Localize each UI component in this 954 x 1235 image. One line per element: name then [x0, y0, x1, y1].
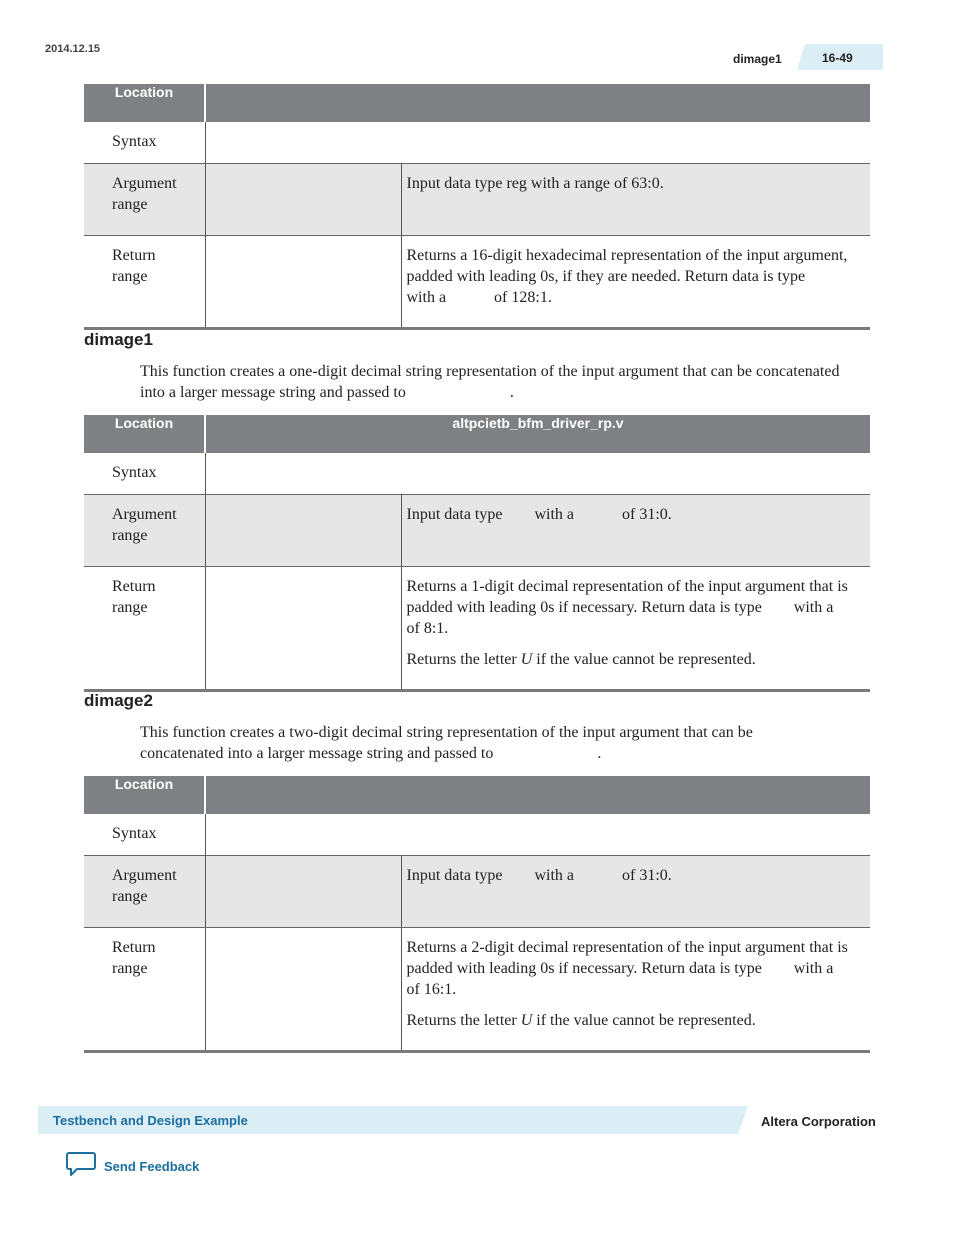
return-range-label: Return range — [84, 567, 205, 691]
send-feedback-label: Send Feedback — [104, 1158, 200, 1174]
speech-bubble-icon — [66, 1151, 96, 1181]
syntax-value — [205, 122, 870, 164]
argument-name-cell — [205, 164, 401, 236]
syntax-label: Syntax — [84, 122, 205, 164]
argument-range-label: Argument range — [84, 495, 205, 567]
send-feedback-link[interactable] — [66, 1151, 199, 1181]
return-description: Returns a 16-digit hexadecimal representation of the input argument, padded with leading 0s, if they are needed. Return data is type with a of 128:1. — [406, 247, 852, 306]
section-body-dimage2: This function creates a two-digit decimal string representation of the input argument that can be concatenated into a larger message string and passed to . — [140, 724, 757, 762]
location-header-label: Location — [84, 415, 205, 453]
return-range-label: Return range — [84, 928, 205, 1052]
syntax-label: Syntax — [84, 814, 205, 856]
section-body-dimage1: This function creates a one-digit decimal string representation of the input argument that can be concatenated into a larger message string and passed to . — [140, 363, 844, 401]
syntax-value — [205, 453, 870, 495]
location-header-value — [205, 776, 870, 814]
return-name-cell — [205, 567, 401, 691]
return-range-label: Return range — [84, 236, 205, 329]
argument-description: Input data type reg with a range of 63:0. — [401, 164, 870, 236]
reference-table-dimage1 — [84, 415, 882, 692]
return-note: Returns the letter U if the value cannot be represented. — [406, 651, 756, 668]
argument-name-cell — [205, 856, 401, 928]
page-number: 16-49 — [822, 51, 853, 65]
location-header-value — [205, 84, 870, 122]
reference-table-top — [84, 84, 870, 330]
section-title-dimage1: dimage1 — [84, 330, 153, 349]
section-title-dimage2: dimage2 — [84, 691, 153, 710]
argument-description: Input data type with a of 31:0. — [401, 856, 870, 928]
running-section-title: dimage1 — [733, 52, 782, 66]
location-header-label: Location — [84, 776, 205, 814]
location-header-value: altpcietb_bfm_driver_rp.v — [205, 415, 870, 453]
return-description: Returns a 1-digit decimal representation of the input argument that is padded with leading 0s if necessary. Return data is type with a of 8:1. Returns the letter U if the value cannot be represented. — [406, 578, 882, 668]
argument-range-label: Argument range — [84, 164, 205, 236]
reference-table-dimage2 — [84, 776, 882, 1053]
footer-document-title[interactable]: Testbench and Design Example — [53, 1113, 248, 1128]
return-name-cell — [205, 236, 401, 329]
syntax-value — [205, 814, 870, 856]
return-note: Returns the letter U if the value cannot be represented. — [406, 1012, 756, 1029]
argument-description: Input data type with a of 31:0. — [401, 495, 870, 567]
footer-company: Altera Corporation — [761, 1114, 876, 1129]
return-name-cell — [205, 928, 401, 1052]
argument-range-label: Argument range — [84, 856, 205, 928]
location-header-label: Location — [84, 84, 205, 122]
document-date: 2014.12.15 — [45, 43, 101, 55]
syntax-label: Syntax — [84, 453, 205, 495]
return-description: Returns a 2-digit decimal representation of the input argument that is padded with leading 0s if necessary. Return data is type with a of 16:1. Returns the letter U if the value cannot be represented. — [406, 939, 882, 1029]
argument-name-cell — [205, 495, 401, 567]
